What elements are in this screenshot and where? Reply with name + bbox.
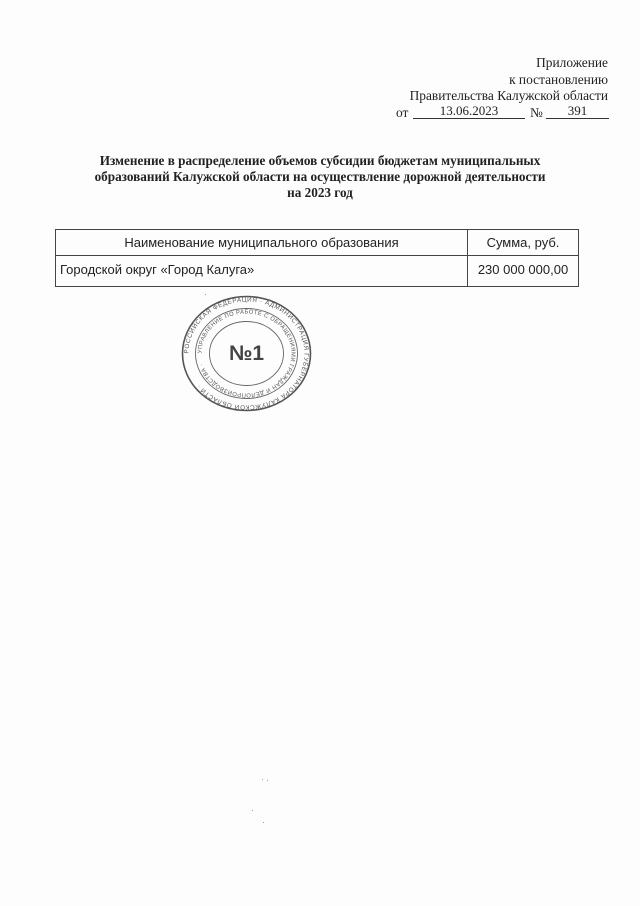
decree-number-label: № [530,105,543,120]
column-header-amount: Сумма, руб. [468,230,579,256]
seal-inner-text: УПРАВЛЕНИЕ ПО РАБОТЕ С ОБРАЩЕНИЯМИ ГРАЖДАН И ДЕЛОПРОИЗВОДСТВА · [197,309,296,398]
official-seal-stamp [181,295,312,412]
scan-speck [267,780,268,781]
decree-date: 13.06.2023 [413,103,525,119]
seal-outer-text: РОССИЙСКАЯ ФЕДЕРАЦИЯ · АДМИНИСТРАЦИЯ ГУБЕРНАТОРА КАЛУЖСКОЙ ОБЛАСТИ · [183,296,310,411]
table-header-row [56,230,579,256]
document-title [60,153,580,201]
decree-date-line [396,103,611,123]
distribution-table [55,229,579,287]
appendix-line-1: Приложение [536,55,608,70]
title-line-3: на 2023 год [287,185,353,200]
scan-speck [262,779,263,780]
cell-amount: 230 000 000,00 [468,256,579,287]
title-line-2: образований Калужской области на осуществление дорожной деятельности [94,169,546,184]
cell-municipality: Городской округ «Город Калуга» [56,256,468,287]
seal-center-number: №1 [228,342,265,365]
decree-number: 391 [546,103,609,119]
appendix-line-3: Правительства Калужской области [409,88,608,103]
column-header-municipality: Наименование муниципального образования [56,230,468,256]
scan-speck [205,294,206,295]
scan-speck [252,810,253,811]
appendix-line-2: к постановлению [509,71,608,87]
appendix-header [410,55,608,105]
title-line-1: Изменение в распределение объемов субсидии бюджетам муниципальных [99,153,541,168]
scan-speck [263,822,264,823]
table-row [56,256,579,287]
decree-from-label: от [396,105,409,120]
